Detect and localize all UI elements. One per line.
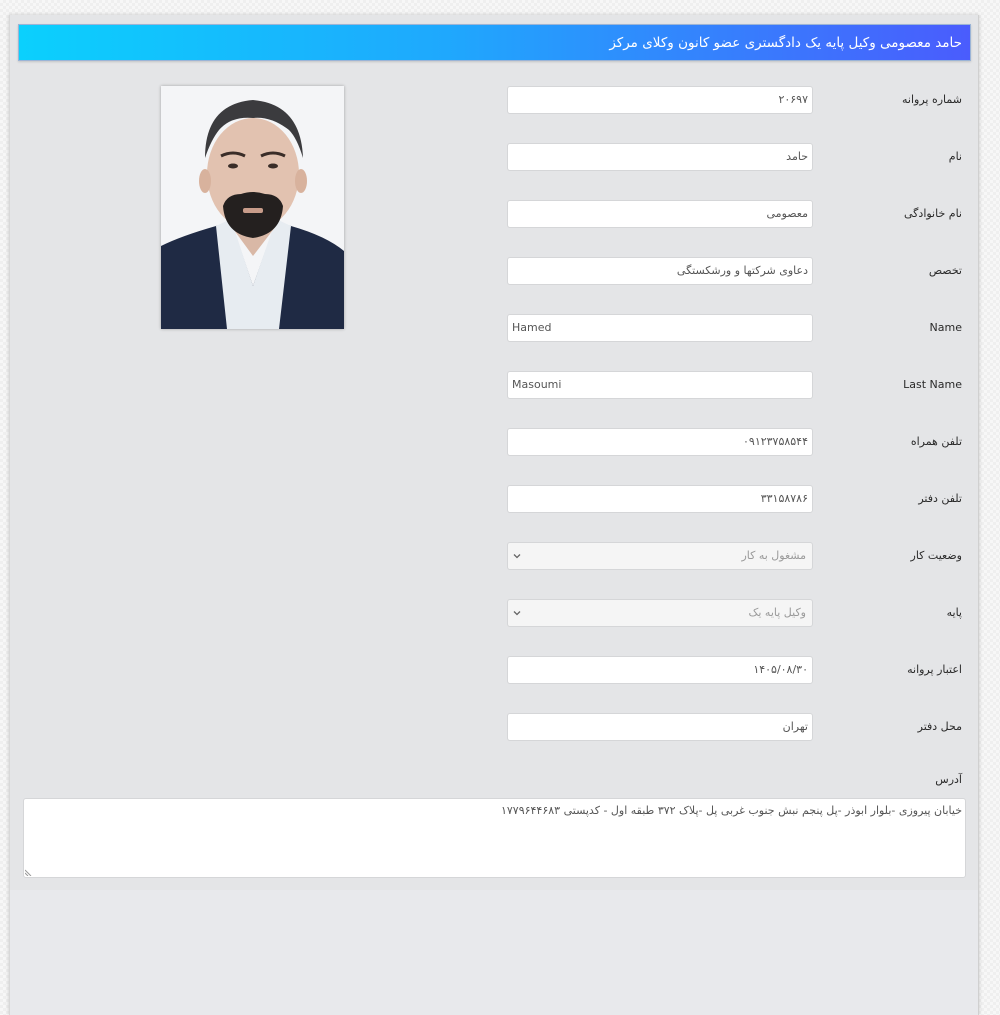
- work-status-row: [10, 542, 978, 570]
- license-number-label: شماره پروانه: [902, 93, 962, 106]
- license-validity-row: [10, 656, 978, 684]
- grade-select[interactable]: [507, 599, 813, 627]
- first-name-fa-label: نام: [948, 150, 962, 163]
- office-location-label: محل دفتر: [917, 720, 962, 733]
- license-validity-input[interactable]: ۱۴۰۵/۰۸/۳۰: [507, 656, 813, 684]
- specialty-input[interactable]: دعاوی شرکتها و ورشکستگی: [507, 257, 813, 285]
- grade-selected-value: وکیل پایه یک: [748, 606, 806, 619]
- license-number-row: [10, 86, 978, 114]
- office-location-input[interactable]: تهران: [507, 713, 813, 741]
- address-text: خیابان پیروزی -بلوار ابوذر -پل پنجم نبش جنوب غربی پل -پلاک ۳۷۲ طبقه اول - کدپستی ۱۷۷۹۶۴۴۶۸۳: [500, 804, 962, 817]
- address-textarea[interactable]: [23, 798, 966, 878]
- lawyer-profile-card: [9, 15, 979, 1015]
- last-name-fa-input[interactable]: معصومی: [507, 200, 813, 228]
- mobile-phone-input[interactable]: ۰۹۱۲۳۷۵۸۵۴۴: [507, 428, 813, 456]
- office-location-row: [10, 713, 978, 741]
- first-name-en-label: Name: [929, 321, 962, 334]
- office-phone-label: تلفن دفتر: [918, 492, 962, 505]
- chevron-down-icon: [513, 609, 521, 617]
- work-status-selected-value: مشغول به کار: [741, 549, 806, 562]
- last-name-en-input[interactable]: Masoumi: [507, 371, 813, 399]
- specialty-label: تخصص: [928, 264, 962, 277]
- page-title: حامد معصومی وکیل پایه یک دادگستری عضو کانون وکلای مرکز: [609, 34, 962, 51]
- office-phone-input[interactable]: ۳۳۱۵۸۷۸۶: [507, 485, 813, 513]
- first-name-fa-input[interactable]: حامد: [507, 143, 813, 171]
- license-validity-label: اعتبار پروانه: [907, 663, 962, 676]
- last-name-fa-row: [10, 200, 978, 228]
- first-name-fa-row: [10, 143, 978, 171]
- license-number-input[interactable]: ۲۰۶۹۷: [507, 86, 813, 114]
- page-header: [18, 24, 971, 61]
- mobile-phone-label: تلفن همراه: [910, 435, 962, 448]
- work-status-label: وضعیت کار: [910, 549, 962, 562]
- last-name-fa-label: نام خانوادگی: [904, 207, 962, 220]
- work-status-select[interactable]: [507, 542, 813, 570]
- resize-handle-icon[interactable]: [25, 868, 33, 876]
- specialty-row: [10, 257, 978, 285]
- last-name-en-label: Last Name: [903, 378, 962, 391]
- last-name-en-row: [10, 371, 978, 399]
- office-phone-row: [10, 485, 978, 513]
- grade-label: پایه: [946, 606, 962, 619]
- chevron-down-icon: [513, 552, 521, 560]
- form-section: [10, 15, 978, 890]
- mobile-phone-row: [10, 428, 978, 456]
- first-name-en-input[interactable]: Hamed: [507, 314, 813, 342]
- grade-row: [10, 599, 978, 627]
- first-name-en-row: [10, 314, 978, 342]
- address-label: آدرس: [935, 773, 962, 786]
